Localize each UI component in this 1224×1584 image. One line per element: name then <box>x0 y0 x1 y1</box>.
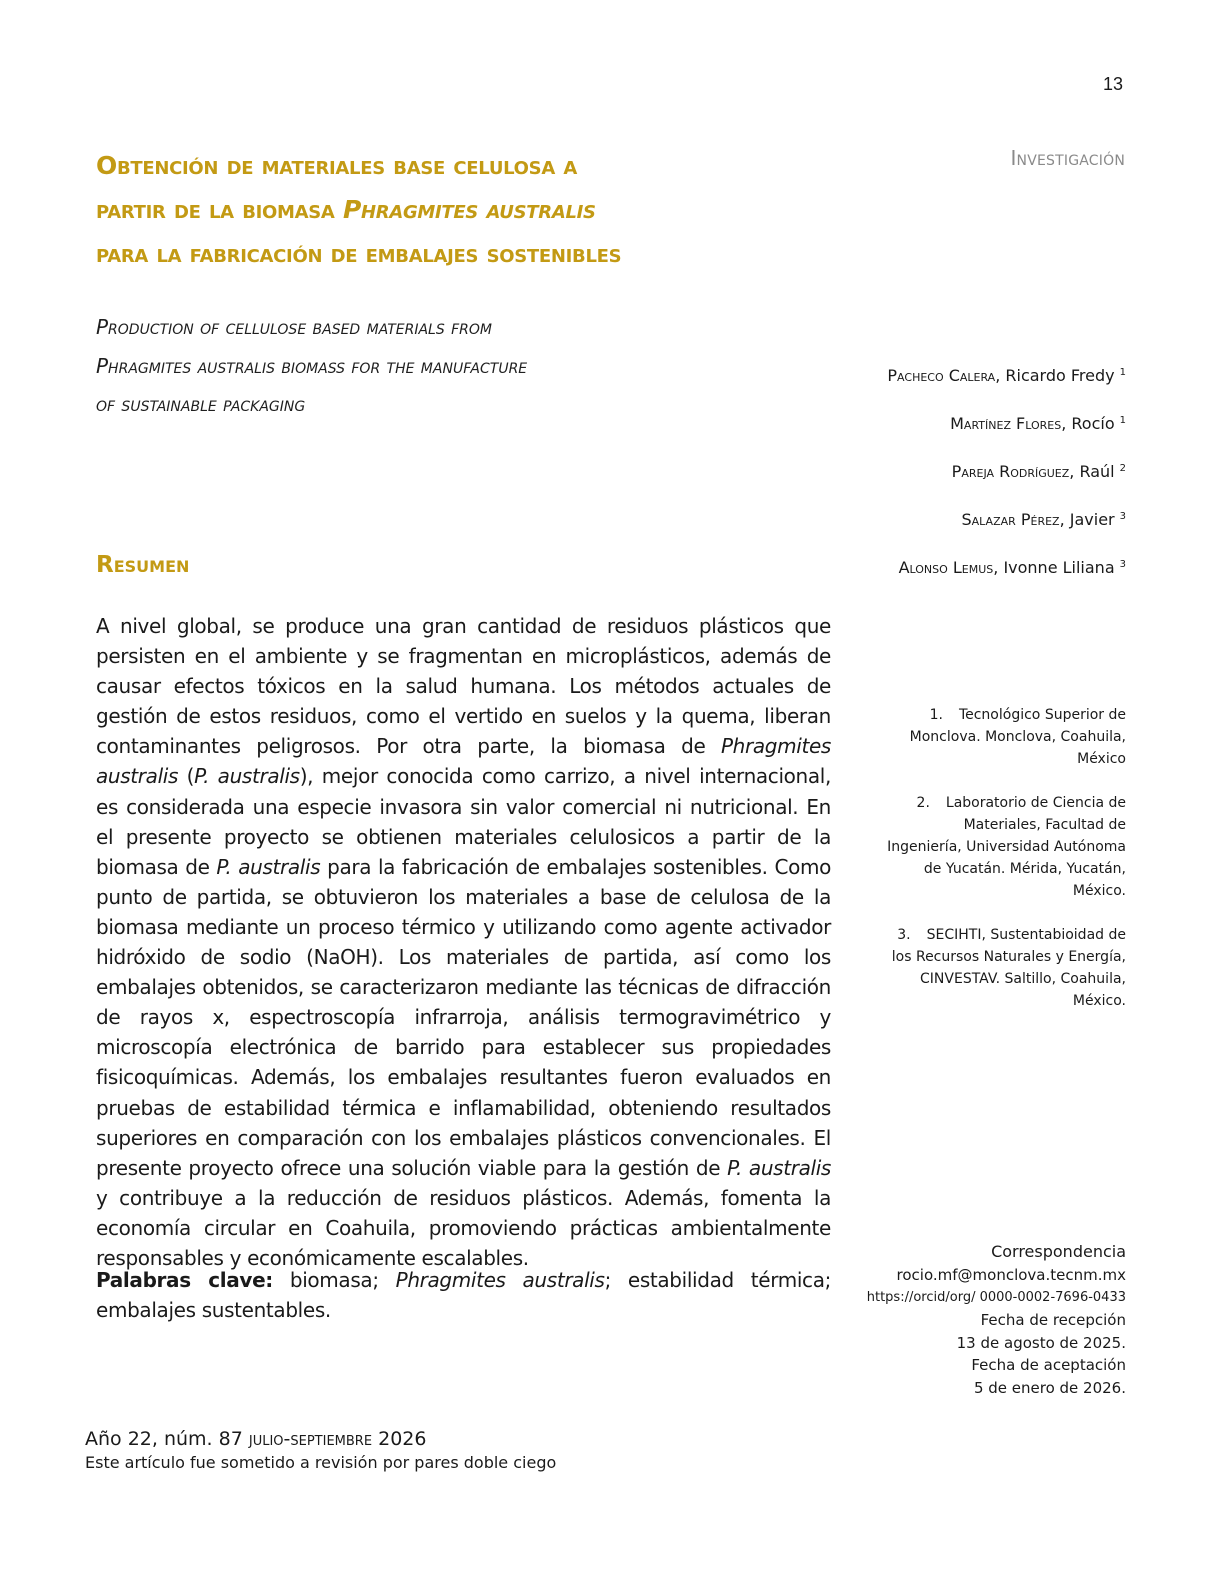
author-list <box>887 360 1126 600</box>
footer-issue <box>85 1428 426 1450</box>
title-es-line-2 <box>96 188 796 232</box>
abstract-text-3: ), mejor conocida como carrizo, a nivel internacional, es considerada una especie invasora sin valor comercial ni nutricional. En el presente proyecto se obtienen materiales celulosicos a partir de la biomasa de <box>96 764 831 879</box>
footer-issue-number: Año 22, núm. 87 <box>85 1428 249 1450</box>
abstract-text-1: A nivel global, se produce una gran cantidad de residuos plásticos que persisten en el ambiente y se fragmentan en microplásticos, además de causar efectos tóxicos en la salud humana. Los métodos actuales de gestión de estos residuos, como el vertido en suelos y la quema, liberan contaminantes peligrosos. Por otra parte, la biomasa de <box>96 614 831 759</box>
author-affiliation-marker: 1 <box>1119 415 1126 426</box>
footer-year: 2026 <box>372 1428 427 1450</box>
keywords-text-1: biomasa; <box>272 1268 396 1292</box>
author-affiliation-marker: 2 <box>1119 463 1126 474</box>
affiliation-number: 1. <box>929 707 943 723</box>
author-3 <box>887 456 1126 504</box>
section-label: Investigación <box>1010 146 1125 170</box>
page-number: 13 <box>1102 74 1123 94</box>
abstract-species-2: P. australis <box>194 764 300 789</box>
footer-months: julio-septiembre <box>248 1428 373 1450</box>
author-surname: Pacheco Calera <box>887 366 996 385</box>
author-4 <box>887 504 1126 552</box>
author-given-name: , Raúl <box>1069 462 1115 481</box>
accepted-date: 5 de enero de 2026. <box>973 1378 1126 1397</box>
title-es-line-2-text: partir de la biomasa <box>96 195 343 224</box>
title-english <box>96 308 796 424</box>
title-es-species: Phragmites australis <box>342 195 596 224</box>
affiliation-text: Laboratorio de Ciencia de Materiales, Facultad de Ingeniería, Universidad Autónoma de Yucatán. Mérida, Yucatán, México. <box>887 795 1126 899</box>
affiliation-number: 3. <box>897 927 911 943</box>
abstract-paragraph <box>96 611 831 1273</box>
keywords-text-2: ; estabilidad térmica; embalajes sustentables. <box>96 1268 831 1322</box>
affiliation-text: Tecnológico Superior de Monclova. Monclova, Coahuila, México <box>909 707 1126 767</box>
author-given-name: , Javier <box>1059 510 1115 529</box>
author-surname: Martínez Flores <box>950 414 1062 433</box>
title-es-line-3: para la fabricación de embalajes sostenibles <box>96 239 622 268</box>
author-surname: Pareja Rodríguez <box>951 462 1070 481</box>
author-2 <box>887 408 1126 456</box>
abstract-species-4: P. australis <box>727 1155 831 1180</box>
abstract-species-3: P. australis <box>216 854 321 879</box>
correspondence-heading: Correspondencia <box>991 1242 1126 1261</box>
keywords-species: Phragmites australis <box>395 1268 605 1292</box>
author-surname: Salazar Pérez <box>961 510 1060 529</box>
received-label: Fecha de recepción <box>980 1311 1126 1329</box>
title-en-line-3: of sustainable packaging <box>96 392 306 416</box>
title-es-line-1: Obtención de materiales base celulosa a <box>96 151 577 180</box>
title-en-line-1: Production of cellulose based materials from <box>96 315 492 339</box>
abstract-species-1: Phragmites australis <box>96 734 831 789</box>
author-5 <box>887 552 1126 600</box>
author-given-name: , Rocío <box>1061 414 1115 433</box>
author-affiliation-marker: 3 <box>1119 511 1126 522</box>
correspondence-block <box>867 1240 1126 1399</box>
title-spanish <box>96 144 796 276</box>
abstract-text-2: ( <box>178 764 195 789</box>
affiliation-1 <box>886 704 1126 770</box>
keywords-label: Palabras clave: <box>96 1268 273 1292</box>
affiliation-2 <box>886 792 1126 902</box>
author-given-name: , Ricardo Fredy <box>995 366 1115 385</box>
author-affiliation-marker: 1 <box>1119 367 1126 378</box>
keywords <box>96 1265 831 1325</box>
abstract-text-4: para la fabricación de embalajes sostenibles. Como punto de partida, se obtuvieron los materiales a base de celulosa de la biomasa mediante un proceso térmico y utilizando como agente activador hidróxido de sodio (NaOH). Los materiales de partida, así como los embalajes obtenidos, se caracterizaron mediante las técnicas de difracción de rayos x, espectroscopía infrarroja, análisis termogravimétrico y microscopía electrónica de barrido para establecer sus propiedades fisicoquímicas. Además, los embalajes resultantes fueron evaluados en pruebas de estabilidad térmica e inflamabilidad, obteniendo resultados superiores en comparación con los embalajes plásticos convencionales. El presente proyecto ofrece una solución viable para la gestión de <box>96 854 831 1180</box>
correspondence-email[interactable]: rocio.mf@monclova.tecnm.mx <box>896 1266 1126 1284</box>
author-1 <box>887 360 1126 408</box>
affiliation-list <box>886 704 1126 1034</box>
author-surname: Alonso Lemus <box>898 558 994 577</box>
affiliation-text: SECIHTI, Sustentabioidad de los Recursos Naturales y Energía, CINVESTAV. Saltillo, Coahuila, México. <box>891 927 1126 1009</box>
correspondence-orcid[interactable]: https://orcid/org/ 0000-0002-7696-0433 <box>866 1289 1126 1305</box>
abstract-heading: Resumen <box>96 552 190 578</box>
title-en-line-2: Phragmites australis biomass for the manufacture <box>96 353 528 378</box>
author-affiliation-marker: 3 <box>1119 559 1126 570</box>
received-date: 13 de agosto de 2025. <box>956 1333 1126 1352</box>
abstract-body <box>96 611 831 1273</box>
affiliation-number: 2. <box>916 795 930 811</box>
author-given-name: , Ivonne Liliana <box>993 558 1115 577</box>
accepted-label: Fecha de aceptación <box>971 1356 1126 1374</box>
abstract-text-5: y contribuye a la reducción de residuos plásticos. Además, fomenta la economía circular en Coahuila, promoviendo prácticas ambientalmente responsables y económicamente escalables. <box>96 1185 831 1270</box>
footer-review-note: Este artículo fue sometido a revisión por pares doble ciego <box>85 1453 557 1472</box>
affiliation-3 <box>886 924 1126 1012</box>
